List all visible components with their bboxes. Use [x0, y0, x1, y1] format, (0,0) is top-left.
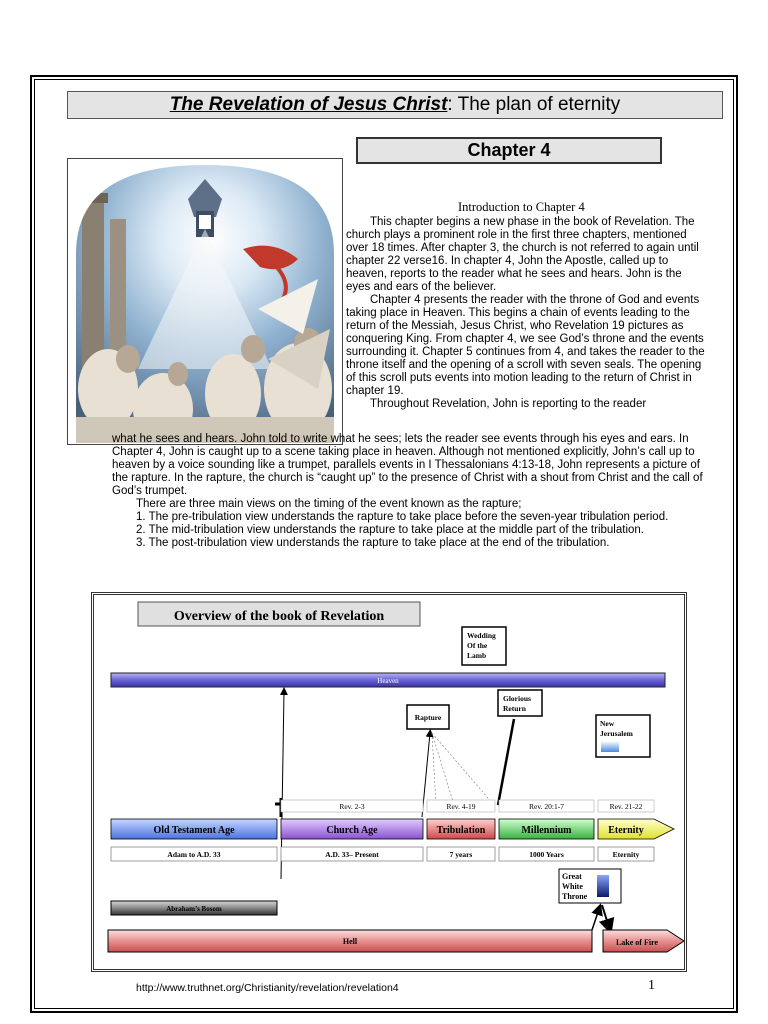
- intro-column: [346, 216, 706, 411]
- paragraph-3-start: Throughout Revelation, John is reporting to the reader: [370, 398, 647, 410]
- age-span-label: A.D. 33– Present: [325, 850, 379, 859]
- heaven-throne-painting: [67, 158, 343, 445]
- hell-to-throne-arrow: [592, 909, 599, 930]
- jerusalem-line-1: New: [600, 719, 615, 728]
- rapture-box: [407, 705, 449, 729]
- wedding-line-1: Wedding: [467, 631, 496, 640]
- chapter-heading: Chapter 4: [356, 137, 662, 164]
- age-span-label: 7 years: [449, 850, 473, 859]
- new-jerusalem-icon: [601, 741, 619, 752]
- hell-label: Hell: [342, 937, 358, 946]
- age-4: [499, 819, 594, 839]
- age-3: [427, 819, 495, 839]
- paragraph-3-rest: what he sees and hears. John told to write what he sees; lets the reader see events through his eyes and ears. In Chapter 4, John is caught up to a scene taking place in heaven. Although not mentioned explicitly, John’s call up to heaven by a voice sounding like a trumpet, parallels events in I Thessalonians 4:13-18, John represents a picture of the rapture. In the rapture, the church is “caught up” to the presence of Christ with a shout from Christ and the call of God’s trumpet.: [112, 433, 703, 497]
- title-main: The Revelation of Jesus Christ: [169, 94, 448, 115]
- age-label: Church Age: [326, 825, 378, 836]
- age-5: [598, 819, 674, 839]
- glorious-return-box: [498, 690, 542, 716]
- paragraph-4: There are three main views on the timing of the event known as the rapture;: [136, 498, 522, 510]
- rev-ref-label: Rev. 20:1-7: [529, 802, 564, 811]
- view-mid-trib: 2. The mid-tribulation view understands the rapture to take place at the middle part of the tribulation.: [136, 524, 644, 536]
- age-span-1: [111, 847, 277, 861]
- abrahams-bosom-label: Abraham’s Bosom: [166, 905, 222, 913]
- wedding-line-2: Of the: [467, 641, 488, 650]
- age-span-5: [598, 847, 654, 861]
- page-title: [67, 91, 723, 119]
- throne-icon: [597, 875, 609, 897]
- diagram-title: Overview of the book of Revelation: [173, 609, 385, 624]
- rev-ref-5: [598, 800, 654, 812]
- wedding-of-lamb-box: [462, 627, 506, 665]
- return-arrow: [498, 719, 514, 805]
- full-width-text: [112, 433, 708, 550]
- mid-trib-line: [432, 733, 436, 805]
- view-pre-trib: 1. The pre-tribulation view understands the rapture to take place before the seven-year tribulation period.: [136, 511, 669, 523]
- age-label: Old Testament Age: [153, 825, 235, 836]
- diagram-title-box: [138, 602, 420, 626]
- glorious-line-1: Glorious: [503, 694, 531, 703]
- page-number: 1: [648, 978, 655, 993]
- great-white-throne-box: [559, 869, 621, 903]
- glorious-line-2: Return: [503, 704, 526, 713]
- heaven-label: Heaven: [377, 677, 399, 685]
- throne-to-lake-arrow: [602, 905, 609, 927]
- abrahams-bosom-bar: [111, 901, 277, 915]
- age-2: [281, 819, 423, 839]
- footer-url: http://www.truthnet.org/Christianity/revelation/revelation4: [136, 982, 399, 994]
- revelation-overview-diagram: [91, 592, 687, 972]
- age-span-4: [499, 847, 594, 861]
- post-trib-line: [432, 733, 494, 805]
- throne-line-2: White: [562, 882, 583, 891]
- rev-ref-2: [281, 800, 423, 812]
- rev-ref-label: Rev. 21-22: [609, 802, 643, 811]
- intro-heading: Introduction to Chapter 4: [458, 200, 585, 214]
- paragraph-1: This chapter begins a new phase in the book of Revelation. The church plays a prominent role in the first three chapters, mentioned over 18 times. After chapter 3, the church is not referred to again until chapter 22 verse16. In chapter 4, John the Apostle, called up to heaven, reports to the reader what he sees and hears. John is the eyes and ears of the believer.: [346, 216, 699, 293]
- rev-ref-label: Rev. 2-3: [339, 802, 365, 811]
- age-span-2: [281, 847, 423, 861]
- paragraph-2: Chapter 4 presents the reader with the throne of God and events taking place in Heaven. This begins a chain of events leading to the return of the Messiah, Jesus Christ, who Revelation 19 pictures as conquering King. From chapter 4, we see God’s throne and the events surrounding it. Chapter 5 continues from 4, and takes the reader to the throne itself and the opening of a scroll with seven seals. The opening of this scroll puts events into motion leading to the return of Christ in chapter 19.: [346, 294, 705, 397]
- age-label: Eternity: [608, 825, 644, 836]
- hell-bar: [108, 930, 592, 952]
- rev-ref-3: [427, 800, 495, 812]
- rev-ref-4: [499, 800, 594, 812]
- age-span-label: Eternity: [612, 850, 640, 859]
- new-jerusalem-box: [596, 715, 650, 757]
- rapture-label: Rapture: [414, 713, 442, 722]
- lake-of-fire-arrow: [603, 930, 684, 952]
- age-span-3: [427, 847, 495, 861]
- lake-of-fire-label: Lake of Fire: [615, 938, 659, 947]
- throne-line-3: Throne: [562, 892, 588, 901]
- view-post-trib: 3. The post-tribulation view understands the rapture to take place at the end of the tribulation.: [136, 537, 610, 549]
- wedding-line-3: Lamb: [467, 651, 487, 660]
- age-label: Millennium: [521, 825, 572, 836]
- jerusalem-line-2: Jerusalem: [600, 729, 633, 738]
- age-label: Tribulation: [436, 825, 486, 836]
- age-span-label: Adam to A.D. 33: [167, 850, 221, 859]
- rev-ref-label: Rev. 4-19: [446, 802, 476, 811]
- age-1: [111, 819, 277, 839]
- heaven-bar: [111, 673, 665, 687]
- title-subtitle: : The plan of eternity: [447, 94, 621, 115]
- throne-line-1: Great: [562, 872, 582, 881]
- age-span-label: 1000 Years: [529, 850, 564, 859]
